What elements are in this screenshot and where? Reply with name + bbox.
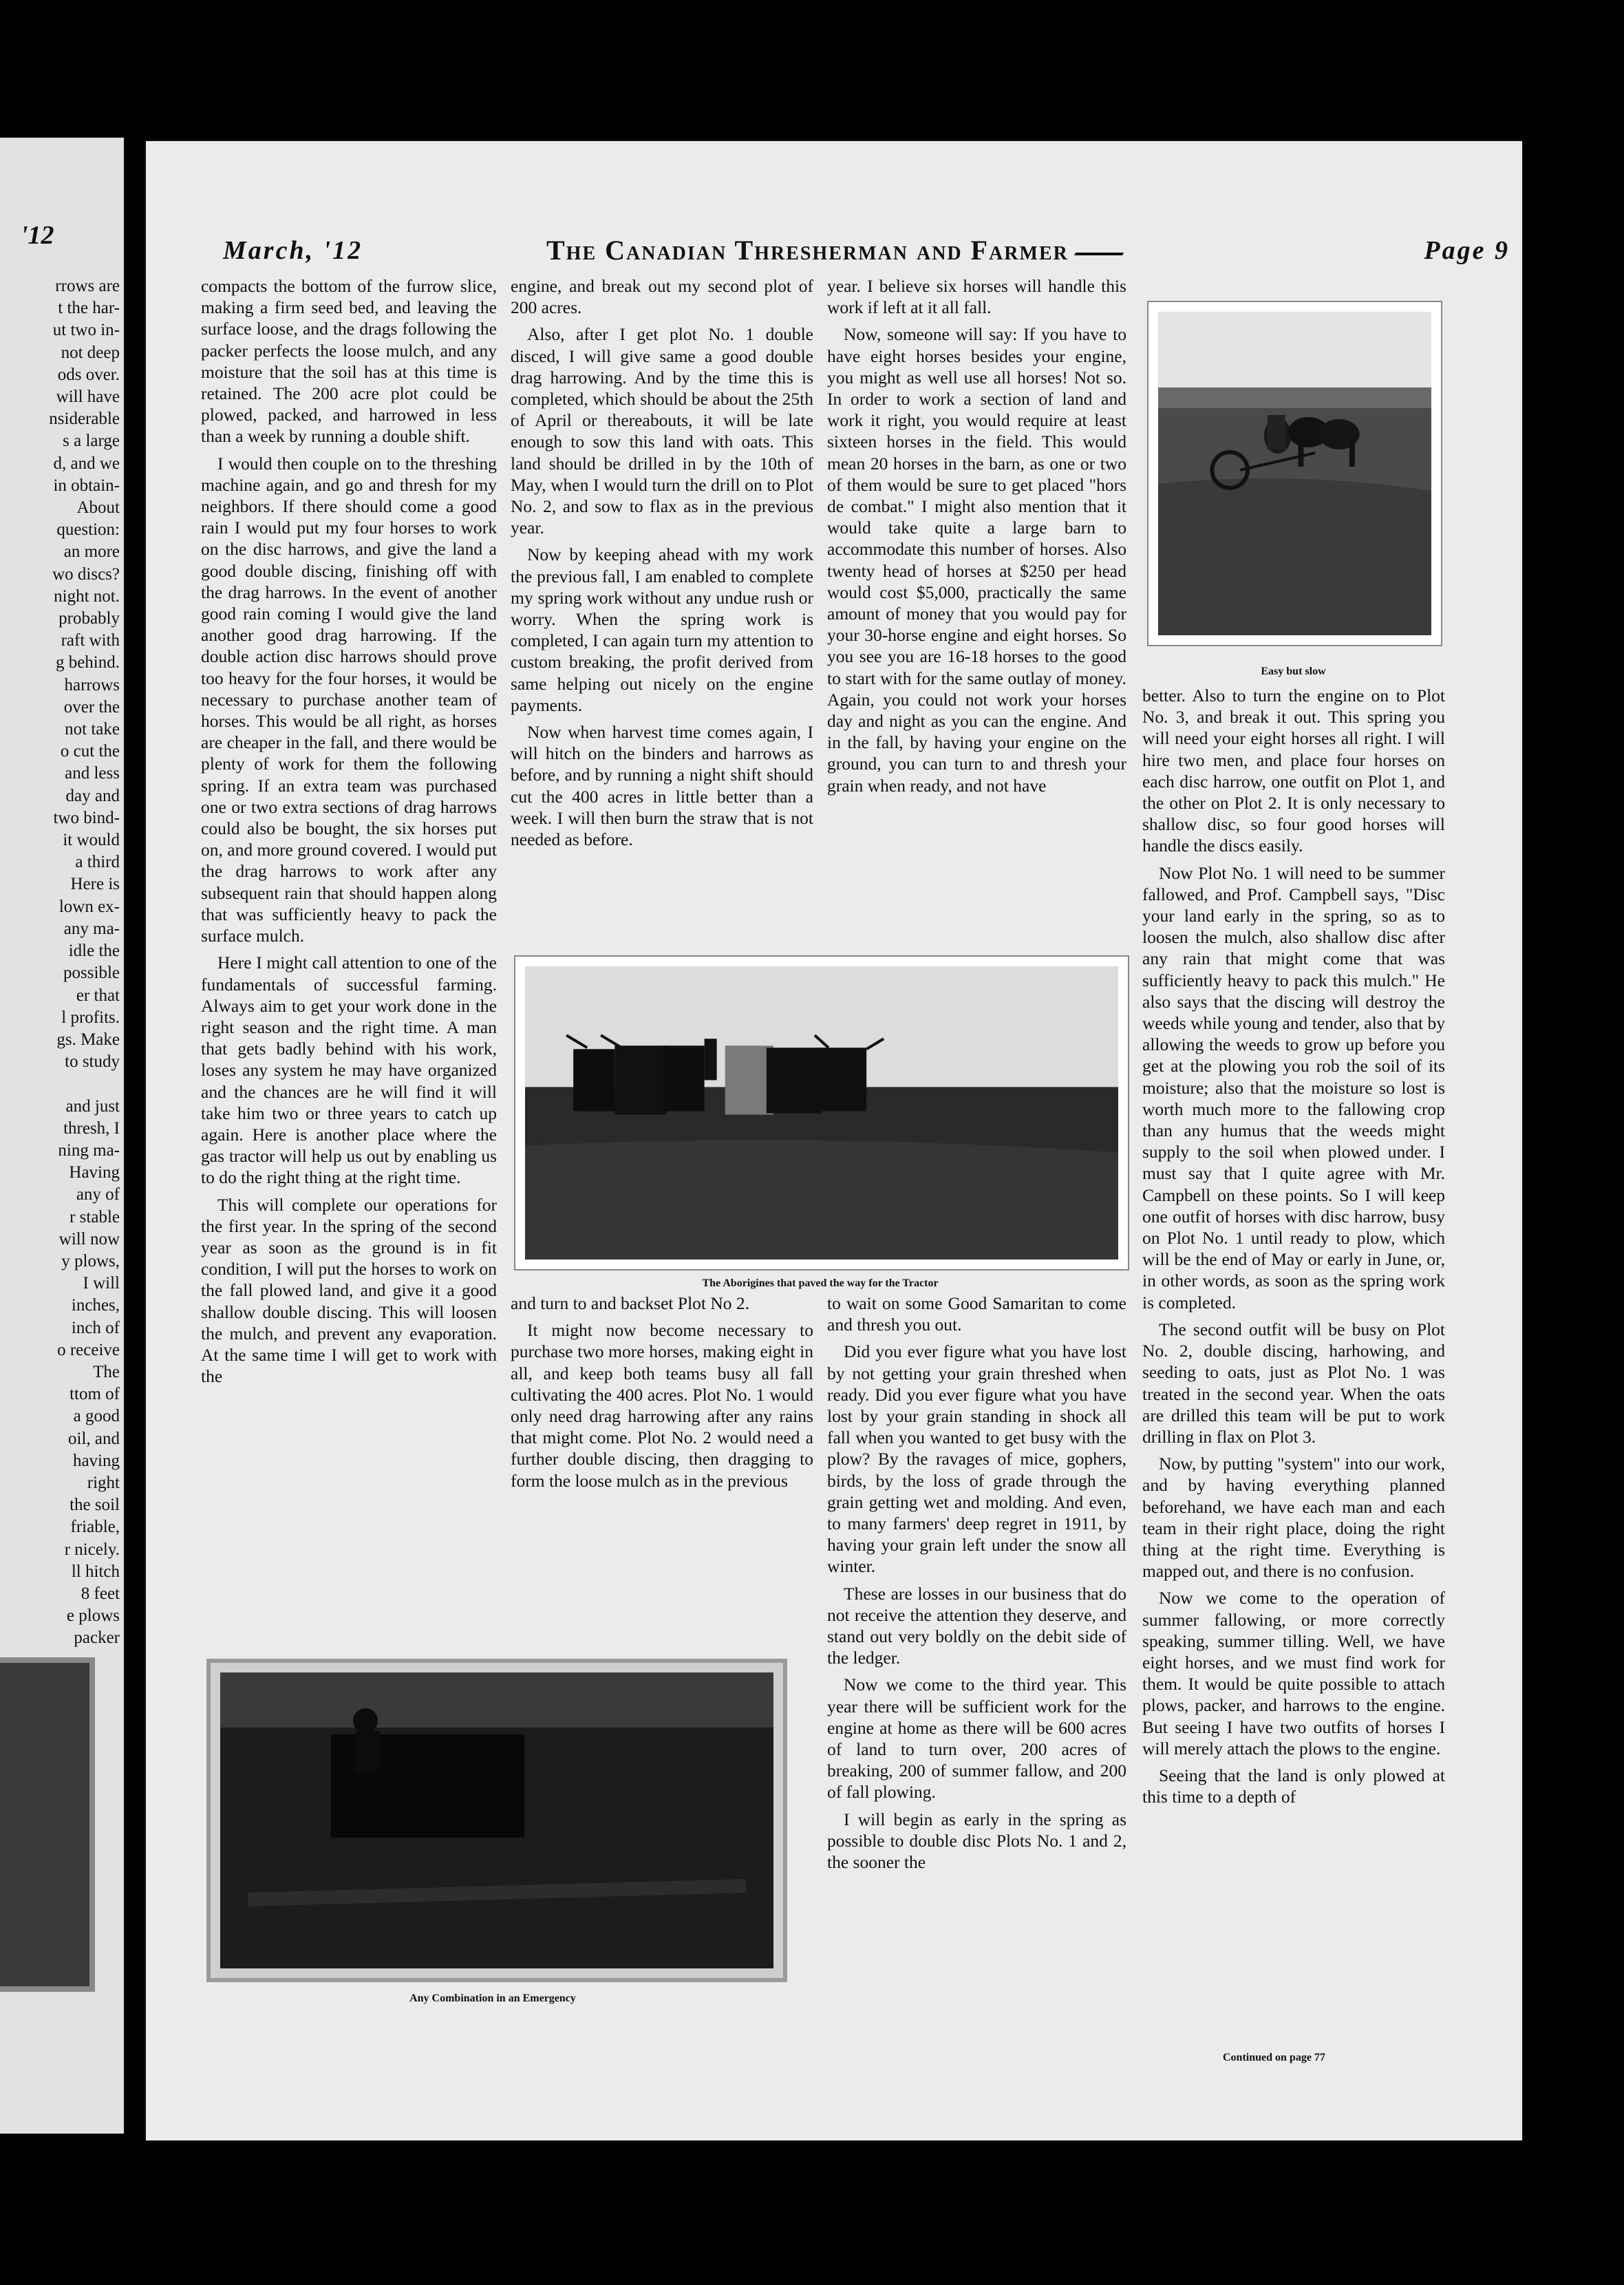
magazine-page [146,141,1522,2140]
photo-easy-but-slow [1147,301,1442,646]
paragraph: Now we come to the operation of summer fallowing, or more correctly speaking, summer tilling. Well, we have eight horses, and we must find work for them. It would be quite possible to attach plows, packer, and harrows to the engine. But seeing I have two outfits of horses I will merely attach the plows to the engine. [1142,1588,1445,1758]
left-page-line: o receive [57,1340,120,1359]
left-page-line: inches, [71,1296,120,1315]
left-page-line: wo discs? [52,564,120,584]
photo-tractor-horses-image [220,1672,773,1968]
left-page-line: an more [63,542,120,562]
left-page-line: gs. Make [56,1030,120,1049]
left-page-line: rrows are [55,277,120,295]
left-page-line [3,1073,120,1095]
caption-any-combination: Any Combination in an Emergency [409,1992,576,2004]
left-page-line: not take [65,720,120,739]
masthead-title [546,234,1125,266]
paragraph: These are losses in our business that do not receive the attention they deserve, and stand out very boldly on the debit side of the ledger. [827,1583,1126,1668]
paragraph: Now Plot No. 1 will need to be summer fallowed, and Prof. Campbell says, "Disc your land early in the spring, so as to loosen the mulch, also shallow disc after any rain that might come that was sufficiently heavy to pack this mulch." He also says that the discing will destroy the weeds while young and tender, also that by allowing the weeds to grow up before you get at the plowing you rob the soil of its moisture; also that the moisture so lost is worth much more to the fallowing crop than any humus that the weeds might supply to the soil when plowed under. I must say that I quite agree with Mr. Campbell on these points. So I will keep one outfit of horses with disc harrow, busy on Plot No. 1 until ready to plow, which will be the end of May or early in June, or, in other words, as soon as the spring work is completed. [1142,862,1445,1312]
paragraph: engine, and break out my second plot of 200 acres. [511,276,813,318]
left-page-line: Having [69,1163,120,1182]
paragraph: It might now become necessary to purchase two more horses, making eight in all, and keep both teams busy all fall cultivating the 400 acres. Plot No. 1 would only need drag harrowing after any rains that might come. Plot No. 2 would need a further double discing, then dragging to form the loose mulch as in the previous [511,1320,813,1491]
left-page-line: and just [65,1096,120,1116]
left-page-line: raft with [61,631,120,650]
left-page-line: it would [63,831,120,850]
left-page-line: o cut the [60,742,120,761]
paragraph: I will begin as early in the spring as possible to double disc Plots No. 1 and 2, the sooner the [827,1809,1126,1873]
left-page-line: 8 feet [81,1584,120,1603]
left-page-line: any ma- [63,919,120,938]
paragraph: Now we come to the third year. This year there will be sufficient work for the engine at home as there will be 600 acres of land to turn over, 200 acres of breaking, 200 of summer fallow, and 200 of fall plowing. [827,1675,1126,1803]
left-page-line: r nicely. [64,1540,120,1559]
left-page-line: and less [65,764,120,783]
page-number: Page 9 [1424,236,1510,265]
left-page-line: About [76,498,120,518]
left-page-line: s a large [63,432,120,451]
paragraph: Now when harvest time comes again, I will hitch on the binders and harrows as before, and by running a night shift should cut the 400 acres in little better than a week. I will then burn the straw that is not needed as before. [511,722,813,850]
left-page-line: probably [58,609,120,628]
left-page-line: I will [83,1274,120,1293]
paragraph: compacts the bottom of the furrow slice, making a firm seed bed, and leaving the surface loose, and the drags following the packer perfects the loose mulch, and any moisture that the soil has at this time is retained. The 200 acre plot could be plowed, packed, and harrowed in less than a week by running a double shift. [201,276,497,447]
column-2-bottom [511,1293,813,1497]
photo-plowing-horses-image [1158,312,1431,635]
left-page-line: a third [75,853,120,872]
left-page-line: d, and we [53,454,120,473]
paragraph: I would then couple on to the threshing machine again, and go and thresh for my neighbors. If there should come a good rain I would put my four horses to work on the disc harrows, and give the land a good double discing, finishing off with the drag harrows. In the event of another good rain coming I would give the land another good drag harrowing. If the double action disc harrows should prove too heavy for the four horses, it would be necessary to purchase another team of horses. This would be all right, as horses are cheaper in the fall, and there would be plenty of work for them the following spring. If an extra team was purchased one or two extra sections of drag harrows could also be bought, the six horses put on, and more ground covered. I would put the drag harrows to work after any subsequent rain that should happen along that was sufficiently heavy to pack the surface mulch. [201,453,497,946]
column-2-top [511,275,813,855]
left-page-line: The [93,1362,120,1381]
left-page-line: over the [63,697,120,716]
issue-date: March, '12 [223,236,363,265]
left-page-text [3,275,120,1650]
photo-any-combination [206,1659,787,1982]
left-page-line: idle the [68,942,120,961]
left-page-line: ll hitch [71,1562,120,1581]
paragraph: Now, by putting "system" into our work, and by having everything planned beforehand, we have each man and each team in their right place, doing the right thing at the right time. Everything is mapped out, and there is no confusion. [1142,1454,1445,1582]
paragraph: to wait on some Good Samaritan to come and thresh you out. [827,1293,1126,1335]
left-page-line: possible [63,964,120,983]
left-page-photo [0,1657,95,1992]
left-page-line: t the har- [58,299,120,318]
left-page-line: a good [73,1407,120,1426]
column-4 [1142,685,1445,1813]
left-page-line: ut two in- [52,321,120,340]
left-facing-page [0,138,124,2134]
paragraph: Now by keeping ahead with my work the previous fall, I am enabled to complete my spring work without any undue rush or worry. When the spring work is completed, I can again turn my attention to custom breaking, the profit derived from same helping out nicely on the engine payments. [511,544,813,715]
left-page-line: g behind. [55,653,120,672]
left-page-line: y plows, [61,1251,120,1271]
left-page-line: will have [56,387,120,407]
caption-easy-but-slow: Easy but slow [1261,666,1326,677]
left-page-line: inch of [71,1318,120,1337]
left-page-line: nsiderable [49,410,120,429]
left-page-line: not deep [61,343,120,362]
paragraph: This will complete our operations for the first year. In the spring of the second year as soon as the ground is in fit condition, I will put the horses to work on the fall plowed land, and give it a good shallow double discing. This will loosen the mulch, and prevent any evaporation. At the same time I will get to work with the [201,1194,497,1387]
paragraph: better. Also to turn the engine on to Plot No. 3, and break it out. This spring you will need your eight horses all right. I will hire two men, and place four horses on each disc harrow, one outfit on Plot 1, and the other on Plot 2. It is only necessary to shallow disc, so four good horses will handle the discs easily. [1142,686,1445,856]
left-page-line: thresh, I [63,1118,120,1138]
photo-aborigines [514,955,1129,1271]
paragraph: and turn to and backset Plot No 2. [511,1293,750,1313]
left-page-line: lown ex- [58,897,120,916]
left-page-line: ttom of [70,1385,120,1404]
left-page-line: right [87,1473,120,1492]
masthead-flourish [1074,246,1128,255]
left-page-line: friable, [70,1518,120,1537]
left-page-line: question: [56,520,120,540]
left-page-line: in obtain- [53,476,120,495]
left-page-line: the soil [70,1496,120,1515]
continued-note: Continued on page 77 [1223,2052,1325,2063]
masthead-title-text: The Canadian Thresherman and Farmer [546,235,1069,266]
paragraph: Also, after I get plot No. 1 double disced, I will give same a good double drag harrowing. And by the time this is completed, which should be about the 25th of April or thereabouts, it will be late enough to sow this land with oats. This land should be drilled in by the 10th of May, when I would turn the drill on to Plot No. 2, and sow to flax as in the previous year. [511,324,813,538]
column-3-top [827,275,1126,802]
paragraph: year. I believe six horses will handle this work if left at it all fall. [827,276,1126,318]
left-page-line: Here is [70,875,120,894]
paragraph: The second outfit will be busy on Plot No. 2, double discing, harhowing, and seeding to oats, just as Plot No. 1 was treated in the second year. When the oats are drilled this team will be put to work drilling in flax on Plot 3. [1142,1319,1445,1447]
left-page-line: any of [76,1185,120,1204]
left-page-line: ods over. [57,365,120,384]
paragraph: Did you ever figure what you have lost by not getting your grain threshed when ready. Did you ever figure what you have lost by your grain standing in shock all fall when you wanted to get busy with the plow? By the ravages of mice, gophers, birds, by the loss of grade through the grain getting wet and molding. And even, to many farmers' deep regret in 1911, by having your grain left under the snow all winter. [827,1341,1126,1577]
left-page-line: having [72,1451,120,1470]
left-page-line: ning ma- [58,1140,120,1160]
caption-aborigines: The Aborigines that paved the way for the Tractor [702,1277,939,1289]
left-page-line: day and [65,786,120,805]
left-page-line: l profits. [61,1008,120,1027]
left-page-line: to study [65,1052,120,1072]
paragraph: Now, someone will say: If you have to have eight horses besides your engine, you might as well use all horses! Not so. In order to work a section of land and work it right, you would require at least sixteen horses in the field. This would mean 20 horses in the barn, as one or two of them would be sure to get placed "hors de combat." I might also mention that it would take quite a large barn to accommodate this number of horses. Also twenty head of horses at $250 per head would cost $5,000, practically the same amount of money that you would pay for your 30-horse engine and eight horses. So you see you are 16-18 horses to the good to start with for the same outlay of money. Again, you could not work your horses day and night as you can the engine. And in the fall, by having your engine on the ground, you can turn to and thresh your grain when ready, and not have [827,324,1126,796]
paragraph: Seeing that the land is only plowed at this time to a depth of [1142,1765,1445,1807]
left-page-header: '12 [21,221,54,250]
photo-oxen-team-image [525,966,1118,1260]
left-page-line: will now [58,1229,120,1248]
left-page-line: oil, and [68,1429,120,1448]
column-3-bottom [827,1293,1126,1878]
left-page-line: packer [74,1628,120,1648]
page-header [223,234,1510,275]
column-1 [201,275,497,1392]
paragraph: Here I might call attention to one of the fundamentals of successful farming. Always aim to get your work done in the right season and the right time. A man that gets badly behind with his work, loses any system he may have organized and the chances are he will find it will take him two or three years to catch up again. Here is another place where the gas tractor will help us out by enabling us to do the right thing at the right time. [201,953,497,1188]
left-page-line: e plows [66,1606,120,1626]
left-page-line: two bind- [53,808,120,827]
left-page-line: night not. [54,586,120,606]
left-page-line: er that [76,986,120,1005]
left-page-line: harrows [64,675,120,694]
left-page-line: r stable [70,1207,120,1226]
